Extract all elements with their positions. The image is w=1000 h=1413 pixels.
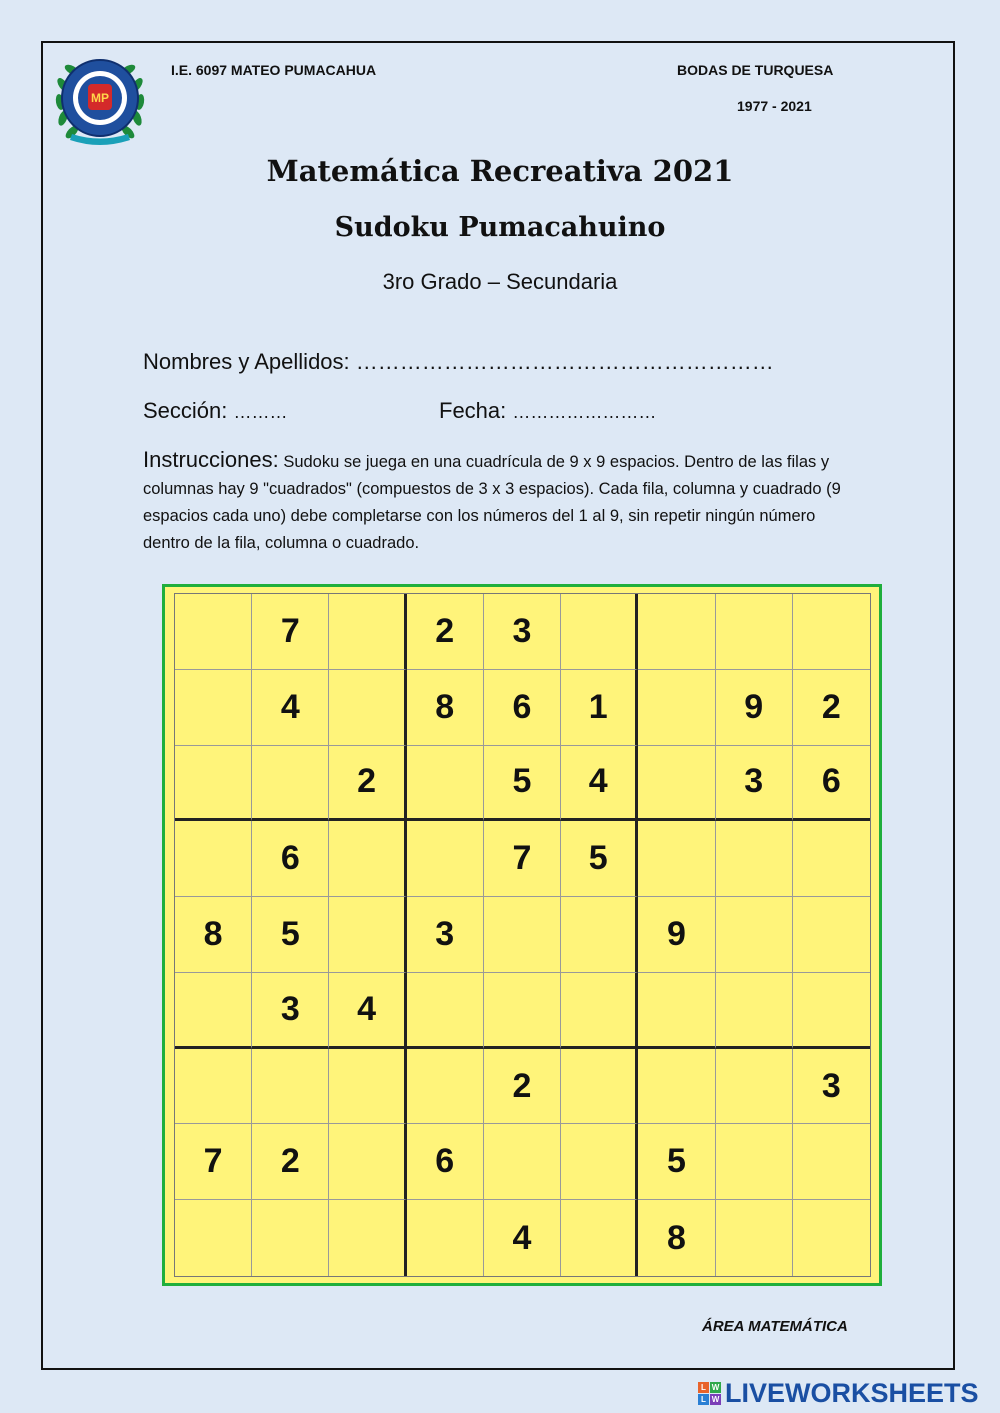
sudoku-empty-cell[interactable] <box>561 1200 638 1276</box>
sudoku-given-cell: 3 <box>484 594 561 670</box>
sudoku-given-cell: 8 <box>175 897 252 973</box>
sudoku-empty-cell[interactable] <box>175 746 252 822</box>
sudoku-given-cell: 2 <box>329 746 406 822</box>
sudoku-given-cell: 5 <box>484 746 561 822</box>
sudoku-empty-cell[interactable] <box>561 594 638 670</box>
sudoku-empty-cell[interactable] <box>638 973 715 1049</box>
name-field-row <box>143 349 774 375</box>
sudoku-empty-cell[interactable] <box>329 897 406 973</box>
sudoku-given-cell: 6 <box>252 821 329 897</box>
sudoku-empty-cell[interactable] <box>638 1049 715 1125</box>
sudoku-empty-cell[interactable] <box>793 897 870 973</box>
sudoku-given-cell: 3 <box>252 973 329 1049</box>
sudoku-empty-cell[interactable] <box>561 1049 638 1125</box>
date-blank[interactable]: …………………… <box>512 402 657 422</box>
sudoku-given-cell: 8 <box>638 1200 715 1276</box>
sudoku-empty-cell[interactable] <box>407 821 484 897</box>
sudoku-empty-cell[interactable] <box>175 1049 252 1125</box>
sudoku-empty-cell[interactable] <box>716 1200 793 1276</box>
sudoku-empty-cell[interactable] <box>561 973 638 1049</box>
sudoku-empty-cell[interactable] <box>716 1049 793 1125</box>
sudoku-empty-cell[interactable] <box>329 670 406 746</box>
liveworksheets-brand <box>698 1378 979 1409</box>
page-subtitle: Sudoku Pumacahuino <box>334 212 666 243</box>
sudoku-empty-cell[interactable] <box>329 1200 406 1276</box>
sudoku-empty-cell[interactable] <box>175 973 252 1049</box>
sudoku-empty-cell[interactable] <box>793 821 870 897</box>
sudoku-given-cell: 6 <box>484 670 561 746</box>
section-field-row <box>143 398 288 424</box>
instructions <box>143 446 863 557</box>
sudoku-empty-cell[interactable] <box>561 1124 638 1200</box>
sudoku-given-cell: 7 <box>252 594 329 670</box>
sudoku-empty-cell[interactable] <box>716 821 793 897</box>
liveworksheets-logo-icon: L W L W <box>698 1382 721 1405</box>
sudoku-empty-cell[interactable] <box>175 594 252 670</box>
section-label: Sección: <box>143 398 228 423</box>
sudoku-given-cell: 5 <box>561 821 638 897</box>
sudoku-given-cell: 5 <box>252 897 329 973</box>
name-label: Nombres y Apellidos: <box>143 349 350 374</box>
date-field-row <box>439 398 656 424</box>
grade-label: 3ro Grado – Secundaria <box>382 269 618 294</box>
sudoku-empty-cell[interactable] <box>175 1200 252 1276</box>
sudoku-empty-cell[interactable] <box>252 746 329 822</box>
logo-badge-text: MP <box>91 91 109 105</box>
sudoku-empty-cell[interactable] <box>484 973 561 1049</box>
sudoku-given-cell: 8 <box>407 670 484 746</box>
sudoku-empty-cell[interactable] <box>407 973 484 1049</box>
sudoku-given-cell: 4 <box>561 746 638 822</box>
liveworksheets-wordmark: LIVEWORKSHEETS <box>725 1378 979 1408</box>
sudoku-empty-cell[interactable] <box>175 821 252 897</box>
sudoku-empty-cell[interactable] <box>407 1200 484 1276</box>
school-logo <box>50 50 150 150</box>
date-label: Fecha: <box>439 398 507 423</box>
sudoku-empty-cell[interactable] <box>716 897 793 973</box>
sudoku-empty-cell[interactable] <box>638 594 715 670</box>
footer-area-label: ÁREA MATEMÁTICA <box>702 1318 848 1335</box>
sudoku-empty-cell[interactable] <box>407 1049 484 1125</box>
sudoku-empty-cell[interactable] <box>638 821 715 897</box>
sudoku-given-cell: 9 <box>716 670 793 746</box>
sudoku-empty-cell[interactable] <box>638 670 715 746</box>
sudoku-empty-cell[interactable] <box>407 746 484 822</box>
sudoku-given-cell: 4 <box>252 670 329 746</box>
sudoku-given-cell: 6 <box>793 746 870 822</box>
school-name: I.E. 6097 MATEO PUMACAHUA <box>171 62 377 78</box>
sudoku-empty-cell[interactable] <box>484 1124 561 1200</box>
instructions-label: Instrucciones: <box>143 447 279 472</box>
sudoku-given-cell: 3 <box>407 897 484 973</box>
sudoku-empty-cell[interactable] <box>793 594 870 670</box>
instructions-text: Sudoku se juega en una cuadrícula de 9 x 9 espacios. Dentro de las filas y columnas hay 9 "cuadrados" (compuestos de 3 x 3 espacios). Cada fila, columna y cuadrado (9 espacios cada uno) debe completarse con los números del 1 al 9, sin repetir ningún número dentro de la fila, columna o cuadrado. <box>143 453 841 552</box>
sudoku-empty-cell[interactable] <box>252 1049 329 1125</box>
sudoku-empty-cell[interactable] <box>329 594 406 670</box>
name-blank[interactable]: ………………………………………………… <box>355 349 774 374</box>
sudoku-empty-cell[interactable] <box>329 821 406 897</box>
sudoku-empty-cell[interactable] <box>638 746 715 822</box>
sudoku-grid <box>174 593 871 1277</box>
sudoku-given-cell: 7 <box>175 1124 252 1200</box>
anniversary-label: BODAS DE TURQUESA <box>677 62 834 78</box>
sudoku-empty-cell[interactable] <box>793 1124 870 1200</box>
sudoku-given-cell: 2 <box>252 1124 329 1200</box>
sudoku-given-cell: 2 <box>484 1049 561 1125</box>
sudoku-given-cell: 2 <box>793 670 870 746</box>
sudoku-given-cell: 7 <box>484 821 561 897</box>
sudoku-empty-cell[interactable] <box>329 1049 406 1125</box>
sudoku-empty-cell[interactable] <box>561 897 638 973</box>
sudoku-given-cell: 6 <box>407 1124 484 1200</box>
sudoku-empty-cell[interactable] <box>329 1124 406 1200</box>
sudoku-empty-cell[interactable] <box>252 1200 329 1276</box>
sudoku-empty-cell[interactable] <box>716 1124 793 1200</box>
sudoku-empty-cell[interactable] <box>793 1200 870 1276</box>
page-title: Matemática Recreativa 2021 <box>266 154 734 188</box>
sudoku-empty-cell[interactable] <box>793 973 870 1049</box>
sudoku-given-cell: 4 <box>329 973 406 1049</box>
sudoku-empty-cell[interactable] <box>175 670 252 746</box>
sudoku-given-cell: 1 <box>561 670 638 746</box>
anniversary-years: 1977 - 2021 <box>737 98 812 114</box>
section-blank[interactable]: ……… <box>233 402 288 422</box>
sudoku-given-cell: 2 <box>407 594 484 670</box>
sudoku-given-cell: 3 <box>716 746 793 822</box>
sudoku-empty-cell[interactable] <box>716 594 793 670</box>
sudoku-board <box>162 584 882 1286</box>
sudoku-empty-cell[interactable] <box>484 897 561 973</box>
sudoku-given-cell: 5 <box>638 1124 715 1200</box>
sudoku-given-cell: 9 <box>638 897 715 973</box>
sudoku-empty-cell[interactable] <box>716 973 793 1049</box>
sudoku-given-cell: 4 <box>484 1200 561 1276</box>
sudoku-given-cell: 3 <box>793 1049 870 1125</box>
